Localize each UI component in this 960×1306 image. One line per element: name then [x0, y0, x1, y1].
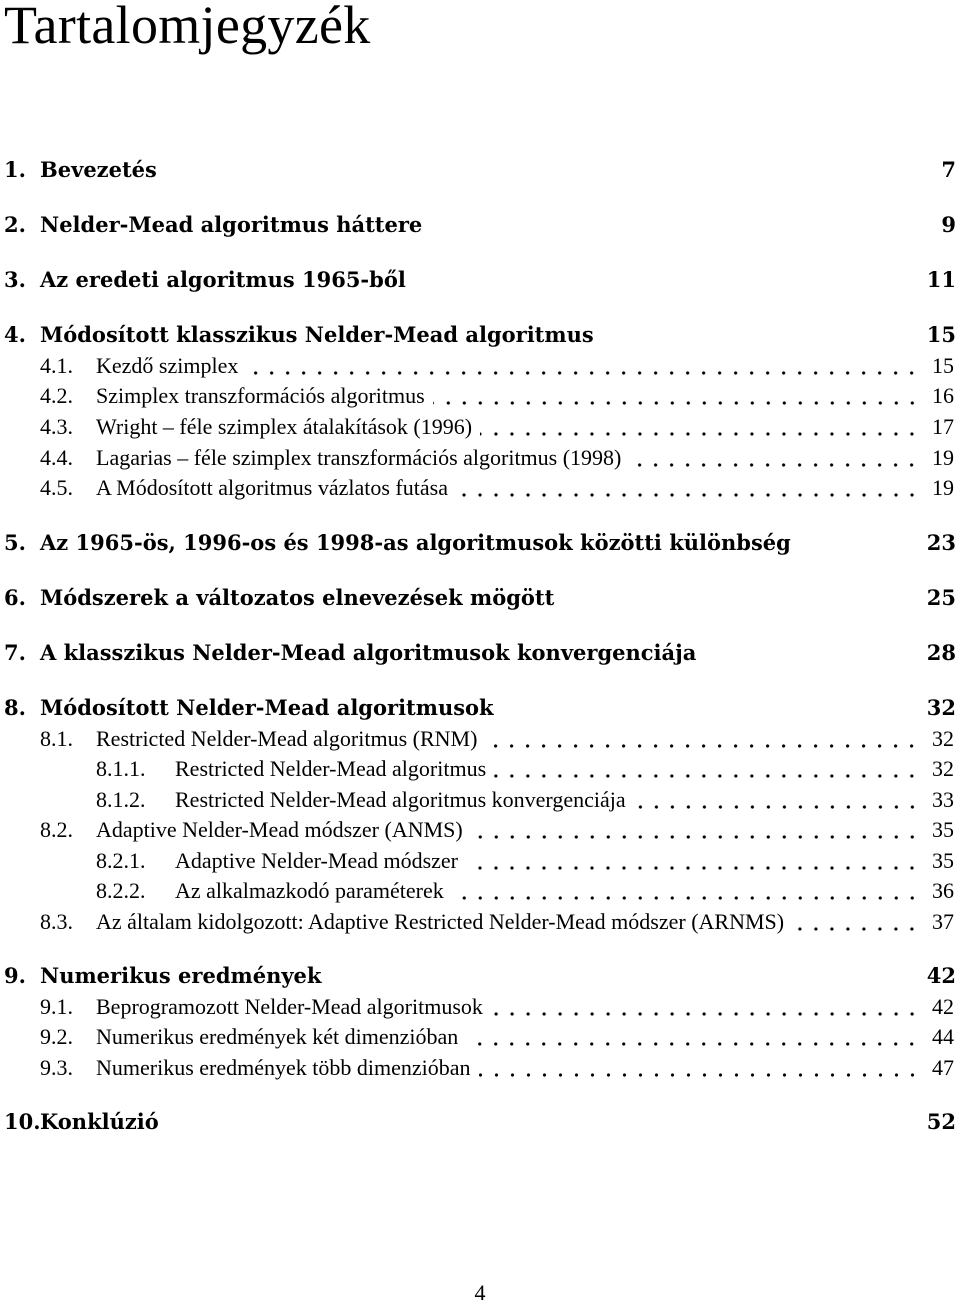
toc-entry-number: 4.1.	[40, 353, 73, 378]
dot-leader	[485, 724, 920, 754]
toc-entry-page: 9	[941, 212, 956, 237]
toc-entry-number: 8.1.	[40, 726, 73, 751]
toc-entry-page: 44	[932, 1024, 954, 1049]
toc-entry-number: 10.	[4, 1109, 41, 1134]
toc-entry-number: 8.1.2.	[96, 787, 146, 812]
toc-section[interactable]	[0, 265, 960, 295]
toc-subsection[interactable]	[0, 473, 960, 503]
dot-leader	[494, 754, 920, 784]
dot-leader	[792, 907, 920, 937]
dot-leader	[491, 992, 920, 1022]
toc-subsection[interactable]	[0, 724, 960, 754]
toc-entry-number: 8.2.2.	[96, 878, 146, 903]
toc-entry-title: Wright – féle szimplex átalakítások (1996)	[96, 414, 473, 439]
toc-section[interactable]	[0, 320, 960, 350]
dot-leader	[480, 412, 920, 442]
toc-entry-page: 16	[932, 383, 954, 408]
toc-entry-title: Módosított Nelder-Mead algoritmusok	[40, 695, 494, 720]
dot-leader	[246, 351, 920, 381]
dot-leader	[466, 1022, 920, 1052]
toc-entry-number: 4.3.	[40, 414, 73, 439]
toc-entry-page: 15	[932, 353, 954, 378]
toc-entry-number: 4.5.	[40, 475, 73, 500]
toc-entry-number: 8.2.	[40, 817, 73, 842]
toc-entry-page: 35	[932, 848, 954, 873]
toc-entry-number: 8.	[4, 695, 26, 720]
toc-entry-title: Numerikus eredmények	[40, 963, 322, 988]
toc-entry-page: 32	[932, 726, 954, 751]
toc-entry-title: Az alkalmazkodó paraméterek	[175, 878, 444, 903]
toc-entry-number: 5.	[4, 530, 26, 555]
dot-leader	[634, 785, 920, 815]
toc-entry-page: 52	[926, 1109, 956, 1134]
dot-leader	[466, 846, 920, 876]
toc-entry-title: Lagarias – féle szimplex transzformációs algoritmus (1998)	[96, 445, 622, 470]
toc-entry-title: Adaptive Nelder-Mead módszer (ANMS)	[96, 817, 463, 842]
toc-entry-title: Szimplex transzformációs algoritmus	[96, 383, 425, 408]
toc-entry-number: 3.	[4, 267, 26, 292]
toc-section[interactable]	[0, 638, 960, 668]
toc-entry-number: 7.	[4, 640, 26, 665]
toc-entry-number: 9.	[4, 963, 26, 988]
toc-entry-number: 4.	[4, 322, 26, 347]
toc-subsection[interactable]	[0, 1022, 960, 1052]
toc-section[interactable]	[0, 210, 960, 240]
dot-leader	[452, 876, 920, 906]
toc-subsection[interactable]	[0, 381, 960, 411]
toc-entry-title: Az eredeti algoritmus 1965-ből	[40, 267, 406, 292]
toc-entry-number: 9.2.	[40, 1024, 73, 1049]
toc-entry-page: 42	[926, 963, 956, 988]
toc-entry-title: Módosított klasszikus Nelder-Mead algoritmus	[40, 322, 594, 347]
dot-leader	[629, 443, 920, 473]
toc-subsection[interactable]	[0, 785, 960, 815]
toc-section[interactable]	[0, 528, 960, 558]
toc-entry-title: Az 1965-ös, 1996-os és 1998-as algoritmusok közötti különbség	[40, 530, 791, 555]
toc-entry-number: 8.3.	[40, 909, 73, 934]
toc-entry-page: 15	[926, 322, 956, 347]
toc-entry-number: 8.2.1.	[96, 848, 146, 873]
toc-entry-page: 7	[941, 157, 956, 182]
toc-section[interactable]	[0, 155, 960, 185]
toc-section[interactable]	[0, 693, 960, 723]
toc-subsection[interactable]	[0, 992, 960, 1022]
toc-subsection[interactable]	[0, 876, 960, 906]
toc-entry-title: Konklúzió	[40, 1109, 159, 1134]
page-number: 4	[474, 1280, 486, 1305]
toc-entry-page: 47	[932, 1055, 954, 1080]
toc-section[interactable]	[0, 1107, 960, 1137]
toc-entry-title: Restricted Nelder-Mead algoritmus	[175, 756, 487, 781]
toc-entry-page: 28	[926, 640, 956, 665]
toc-entry-page: 25	[926, 585, 956, 610]
toc-entry-title: Módszerek a változatos elnevezések mögött	[40, 585, 555, 610]
toc-subsection[interactable]	[0, 443, 960, 473]
toc-entry-page: 17	[932, 414, 954, 439]
dot-leader	[479, 1053, 920, 1083]
toc-entry-title: A klasszikus Nelder-Mead algoritmusok konvergenciája	[40, 640, 697, 665]
toc-entry-page: 37	[932, 909, 954, 934]
toc-section[interactable]	[0, 961, 960, 991]
toc-entry-number: 4.4.	[40, 445, 73, 470]
toc-entry-number: 9.3.	[40, 1055, 73, 1080]
toc-subsection[interactable]	[0, 815, 960, 845]
toc-subsection[interactable]	[0, 412, 960, 442]
toc-subsection[interactable]	[0, 1053, 960, 1083]
toc-entry-page: 42	[932, 994, 954, 1019]
toc-entry-number: 9.1.	[40, 994, 73, 1019]
toc-entry-title: Restricted Nelder-Mead algoritmus (RNM)	[96, 726, 478, 751]
toc-entry-title: Numerikus eredmények több dimenzióban	[96, 1055, 471, 1080]
toc-entry-number: 2.	[4, 212, 26, 237]
toc-entry-page: 19	[932, 475, 954, 500]
toc-entry-title: Restricted Nelder-Mead algoritmus konvergenciája	[175, 787, 626, 812]
toc-entry-title: Nelder-Mead algoritmus háttere	[40, 212, 423, 237]
toc-entry-title: Beprogramozott Nelder-Mead algoritmusok	[96, 994, 483, 1019]
toc-entry-number: 8.1.1.	[96, 756, 146, 781]
toc-entry-page: 36	[932, 878, 954, 903]
toc-section[interactable]	[0, 583, 960, 613]
toc-entry-page: 33	[932, 787, 954, 812]
toc-entry-page: 32	[926, 695, 956, 720]
toc-entry-number: 1.	[4, 157, 26, 182]
toc-subsection[interactable]	[0, 846, 960, 876]
toc-entry-title: Az általam kidolgozott: Adaptive Restricted Nelder-Mead módszer (ARNMS)	[96, 909, 785, 934]
toc-entry-page: 35	[932, 817, 954, 842]
toc-entry-number: 6.	[4, 585, 26, 610]
toc-subsection[interactable]	[0, 907, 960, 937]
toc-entry-title: Numerikus eredmények két dimenzióban	[96, 1024, 459, 1049]
toc-entry-page: 32	[932, 756, 954, 781]
toc-entry-title: Kezdő szimplex	[96, 353, 239, 378]
toc-entry-page: 19	[932, 445, 954, 470]
toc-entry-page: 23	[926, 530, 956, 555]
toc-entry-title: Adaptive Nelder-Mead módszer	[175, 848, 459, 873]
toc-entry-page: 11	[926, 267, 956, 292]
dot-leader	[456, 473, 920, 503]
toc-entry-number: 4.2.	[40, 383, 73, 408]
toc-subsection[interactable]	[0, 754, 960, 784]
dot-leader	[471, 815, 920, 845]
page-title: Tartalomjegyzék	[4, 0, 371, 55]
toc-entry-title: A Módosított algoritmus vázlatos futása	[96, 475, 448, 500]
toc-entry-title: Bevezetés	[40, 157, 157, 182]
toc-subsection[interactable]	[0, 351, 960, 381]
dot-leader	[433, 381, 920, 411]
